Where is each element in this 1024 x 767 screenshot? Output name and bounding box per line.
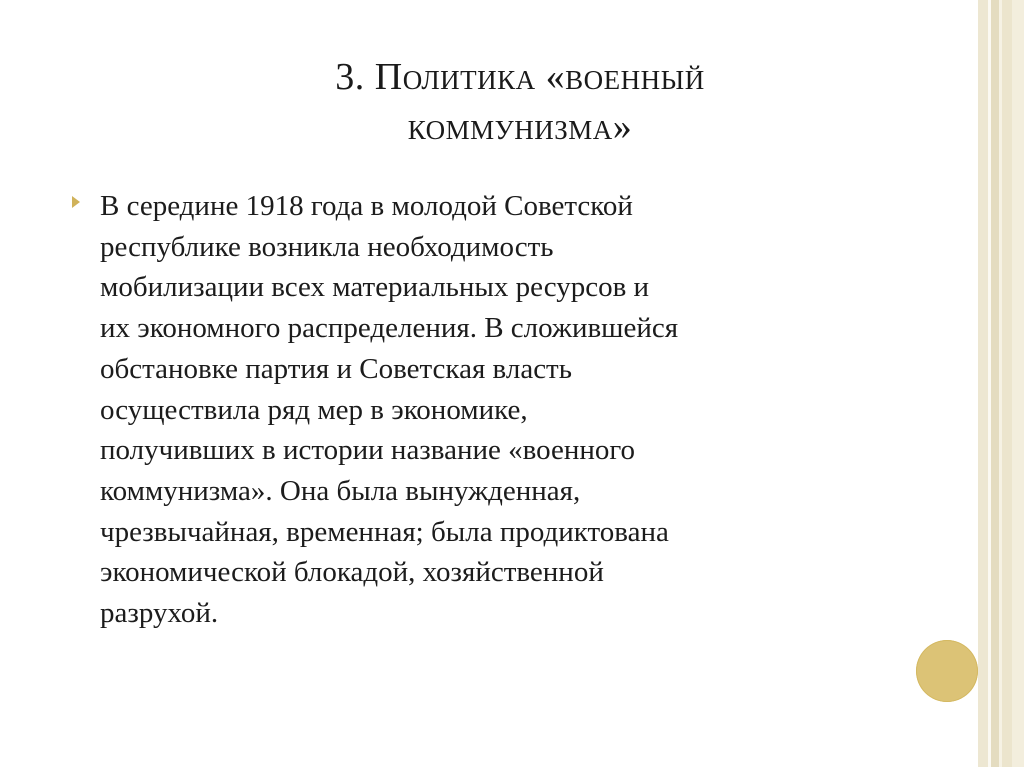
slide-title-line: коммунизма» [407,106,633,148]
decorative-circle-icon [916,640,978,702]
decorative-stripe [991,0,999,767]
bullet-text [100,186,900,634]
bullet-text-line: мобилизации всех материальных ресурсов и [100,271,650,304]
triangle-right-icon [72,196,80,208]
bullet-text-line: коммунизма». Она была вынужденная, [100,474,581,507]
bullet-text-line: получивших в истории название «военного [100,434,636,467]
decorative-stripe [1012,0,1024,767]
bullet-text-line: обстановке партия и Советская власть [100,352,572,385]
bullet-text-line: республике возникла необходимость [100,230,554,263]
bullet-text-line: чрезвычайная, временная; была продиктована [100,515,669,548]
slide-title-line: 3. Политика «военный [335,56,705,98]
decorative-stripe [1002,0,1012,767]
bullet-text-line: экономической блокадой, хозяйственной [100,556,604,589]
slide-title [200,52,840,152]
bullet-text-line: осуществила ряд мер в экономике, [100,393,528,426]
bullet-text-line: В середине 1918 года в молодой Советской [100,190,633,222]
bullet-text-line: разрухой. [100,597,219,630]
decorative-stripe [978,0,988,767]
bullet-text-line: их экономного распределения. В сложившейся [100,312,679,345]
